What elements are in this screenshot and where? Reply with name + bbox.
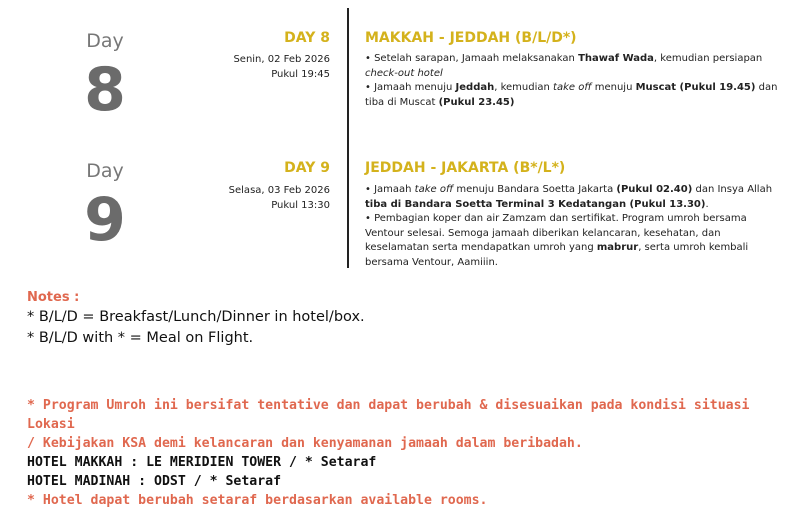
note-line: * B/L/D with * = Meal on Flight.: [27, 330, 254, 346]
day-tag: DAY 9: [284, 160, 330, 176]
day-time: Pukul 13:30: [271, 200, 330, 211]
timeline-divider: [347, 8, 349, 268]
disclaimer-line: * Program Umroh ini bersifat tentative dan dapat berubah & disesuaikan pada kondisi situasi Lokasi: [27, 398, 750, 432]
day-description: • Jamaah take off menuju Bandara Soetta Jakarta (Pukul 02.40) dan Insya Allah tiba di Bandara Soetta Terminal 3 Kedatangan (Pukul 13.30). • Pembagian koper dan air Zamzam dan sertifikat. Program umroh bersama Ventour selesai. Semoga jamaah diberikan kelancaran, kesehatan, dan keselamatan serta mendapatkan umroh yang mabrur, serta umroh kembali bersama Ventour, Aamiiin.: [365, 184, 773, 268]
hotel-makkah: HOTEL MAKKAH : LE MERIDIEN TOWER / * Setaraf: [27, 455, 377, 470]
hotel-madinah: HOTEL MADINAH : ODST / * Setaraf: [27, 474, 282, 489]
day-label: Day: [86, 160, 124, 182]
day-date: Senin, 02 Feb 2026: [233, 54, 330, 65]
notes-title: Notes :: [27, 290, 80, 305]
day-label: Day: [86, 30, 124, 52]
day-tag: DAY 8: [284, 30, 330, 46]
route-title: MAKKAH - JEDDAH (B/L/D*): [365, 30, 577, 46]
day-time: Pukul 19:45: [271, 69, 330, 80]
route-title: JEDDAH - JAKARTA (B*/L*): [365, 160, 566, 176]
day-number: 8: [84, 55, 126, 125]
day-date: Selasa, 03 Feb 2026: [228, 185, 330, 196]
note-line: * B/L/D = Breakfast/Lunch/Dinner in hotel/box.: [27, 309, 365, 325]
day-description: • Setelah sarapan, Jamaah melaksanakan Thawaf Wada, kemudian persiapan check-out hotel • Jamaah menuju Jeddah, kemudian take off menuju Muscat (Pukul 19.45) dan tiba di Muscat (Pukul 23.45): [365, 53, 778, 108]
day-number: 9: [84, 185, 126, 255]
disclaimer: [27, 396, 787, 510]
hotel-note: * Hotel dapat berubah setaraf berdasarkan available rooms.: [27, 493, 488, 508]
disclaimer-line: / Kebijakan KSA demi kelancaran dan kenyamanan jamaah dalam beribadah.: [27, 436, 583, 451]
